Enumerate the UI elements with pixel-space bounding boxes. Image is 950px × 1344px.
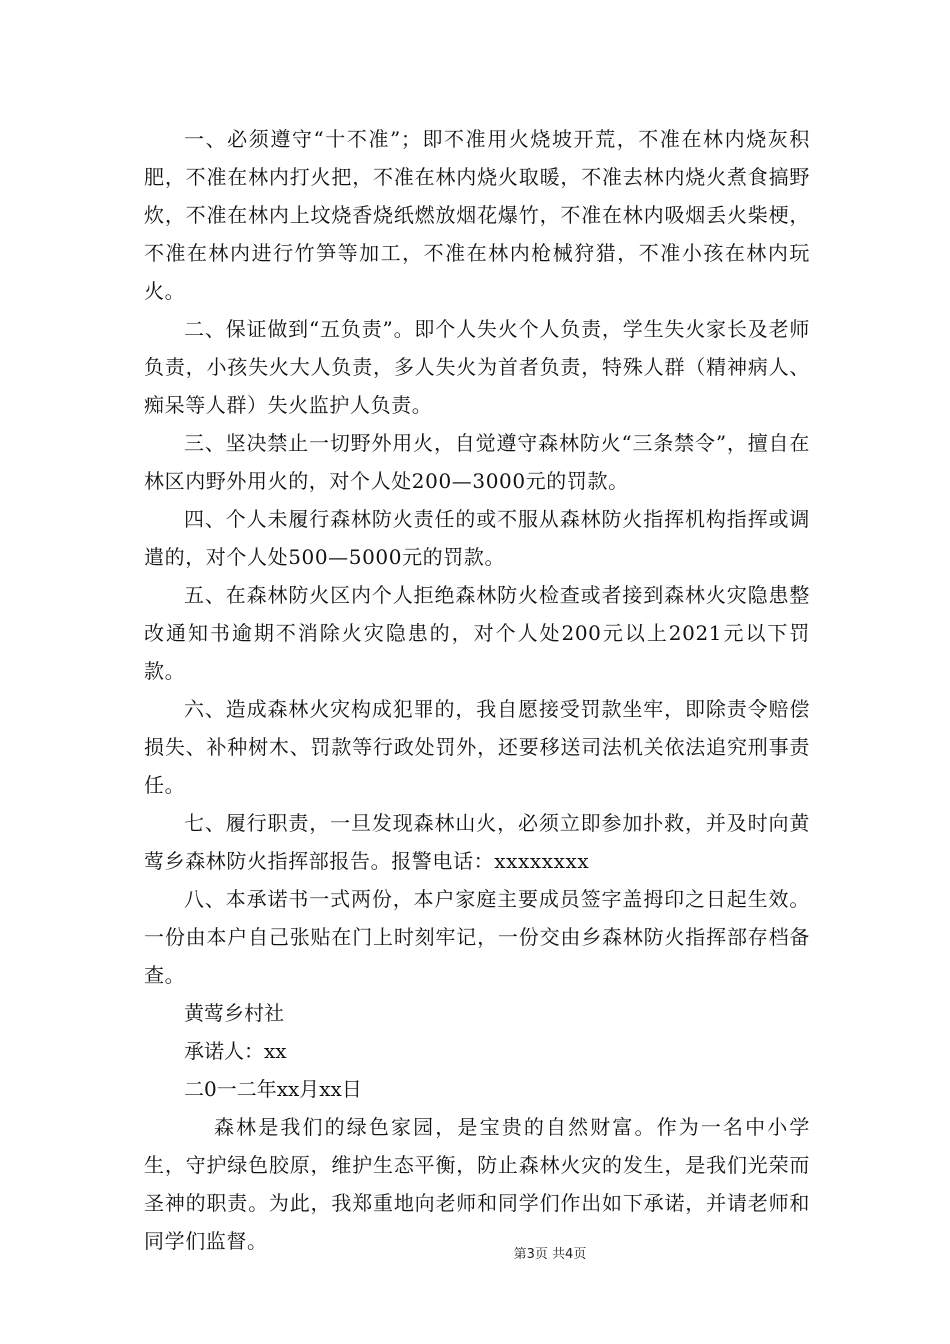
clause-2: 二、保证做到“五负责”。即个人失火个人负责，学生失火家长及老师负责，小孩失火大人负责，多人失火为首者负责，特殊人群（精神病人、痴呆等人群）失火监护人负责。	[144, 317, 810, 417]
clause-3: 三、坚决禁止一切野外用火，自觉遵守森林防火“三条禁令”，擅自在林区内野外用火的，对个人处200—3000元的罚款。	[144, 431, 810, 493]
clause-7: 七、履行职责，一旦发现森林山火，必须立即参加扑救，并及时向黄莺乡森林防火指挥部报告。报警电话：xxxxxxxx	[144, 811, 810, 873]
village-line: 黄莺乡村社	[184, 1001, 284, 1025]
page-indicator: 第3页 共4页	[513, 1247, 587, 1262]
page-footer	[0, 1243, 950, 1262]
closing-paragraph: 森林是我们的绿色家园，是宝贵的自然财富。作为一名中小学生，守护绿色胶原，维护生态平衡，防止森林火灾的发生，是我们光荣而圣神的职责。为此，我郑重地向老师和同学们作出如下承诺，并请老师和同学们监督。	[144, 1115, 810, 1253]
clause-4: 四、个人未履行森林防火责任的或不服从森林防火指挥机构指挥或调遣的，对个人处500—5000元的罚款。	[144, 507, 810, 569]
date-line: 二0一二年xx月xx日	[184, 1077, 362, 1101]
document-body	[144, 120, 810, 1260]
clause-1: 一、必须遵守“十不准”；即不准用火烧坡开荒，不准在林内烧灰积肥，不准在林内打火把，不准在林内烧火取暖，不准去林内烧火煮食搞野炊，不准在林内上坟烧香烧纸燃放烟花爆竹，不准在林内吸烟丢火柴梗，不准在林内进行竹笋等加工，不准在林内枪械狩猎，不准小孩在林内玩火。	[144, 127, 810, 303]
promisor-line: 承诺人：xx	[184, 1039, 287, 1063]
clause-8: 八、本承诺书一式两份，本户家庭主要成员签字盖拇印之日起生效。一份由本户自己张贴在门上时刻牢记，一份交由乡森林防火指挥部存档备查。	[144, 887, 810, 987]
clause-6: 六、造成森林火灾构成犯罪的，我自愿接受罚款坐牢，即除责令赔偿损失、补种树木、罚款等行政处罚外，还要移送司法机关依法追究刑事责任。	[144, 697, 810, 797]
clause-5: 五、在森林防火区内个人拒绝森林防火检查或者接到森林火灾隐患整改通知书逾期不消除火灾隐患的，对个人处200元以上2021元以下罚款。	[144, 583, 810, 683]
